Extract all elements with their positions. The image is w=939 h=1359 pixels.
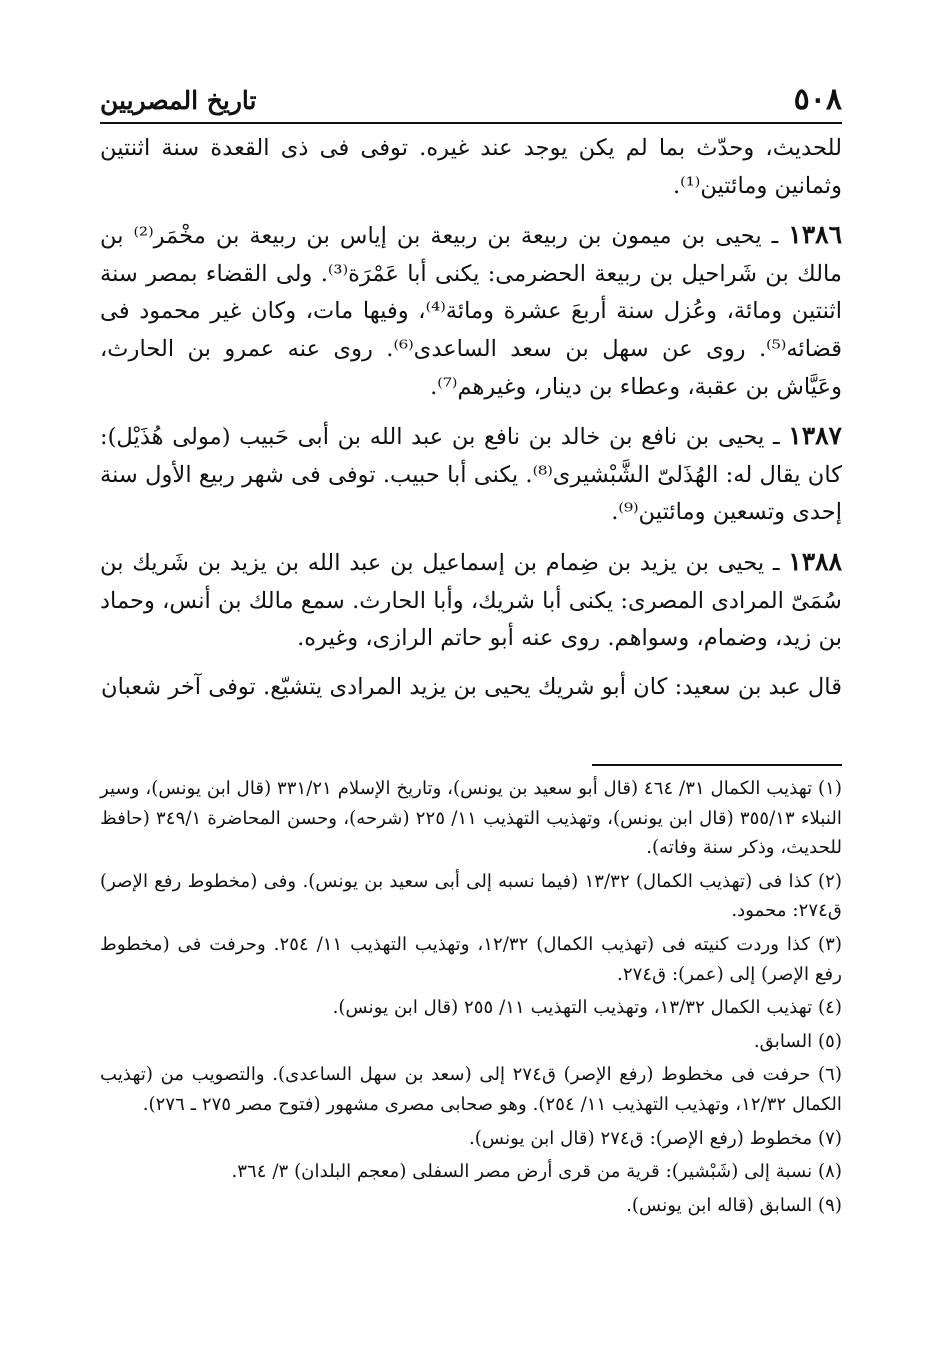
- entry-text: يحيى بن يزيد بن ضِمام بن إسماعيل بن عبد الله بن يزيد بن شَريك بن سُمَىّ المرادى المصرى: يكنى أبا شريك، وأبا الحارث. سمع مالك بن أنس، وحماد بن زيد، وضمام، وسواهم. روى عنه أبو حاتم الرازى، وغيره.: [100, 549, 842, 652]
- entry-1388: [100, 543, 842, 658]
- main-text: [100, 130, 842, 717]
- entry-dash: ـ: [764, 549, 780, 576]
- running-title: تاريخ المصريين: [100, 86, 257, 115]
- page-header: [100, 82, 842, 124]
- footnote-divider: [592, 764, 842, 766]
- footnote-8: (٨) نسبة إلى (شَبْشير): قرية من قرى أرض مصر السفلى (معجم البلدان) ٣/ ٣٦٤.: [231, 1161, 842, 1183]
- entry-text: يحيى بن ميمون بن ربيعة بن ربيعة بن إياس بن ربيعة بن مخْمَر⁽²⁾ بن مالك بن شَراحيل بن ربيعة الحضرمى: يكنى أبا عَمْرَة⁽³⁾. ولى القضاء بمصر سنة اثنتين ومائة، وعُزل سنة أربعَ عشرة ومائة⁽⁴⁾، وفيها مات، وكان غير محمود فى قضائه⁽⁵⁾. روى عن سهل بن سعد الساعدى⁽⁶⁾. روى عنه عمرو بن الحارث، وعَيَّاش بن عقبة، وعطاء بن دينار، وغيرهم⁽⁷⁾.: [100, 223, 842, 400]
- paragraph-continuation: للحديث، وحدّث بما لم يكن يوجد عند غيره. توفى فى ذى القعدة سنة اثنتين وثمانين ومائتين⁽¹⁾.: [100, 135, 842, 199]
- footnote-2: (٢) كذا فى (تهذيب الكمال) ١٣/٣٢ (فيما نسبه إلى أبى سعيد بن يونس). وفى (مخطوط رفع الإصر) ق٢٧٤: محمود.: [100, 870, 842, 922]
- footnote-5: (٥) السابق.: [753, 1030, 842, 1052]
- page-number: ٥٠٨: [793, 82, 842, 117]
- footnote-7: (٧) مخطوط (رفع الإصر): ق٢٧٤ (قال ابن يونس).: [469, 1127, 842, 1149]
- entry-number: ١٣٨٦: [788, 220, 842, 250]
- entry-1387: [100, 417, 842, 532]
- entry-number: ١٣٨٧: [788, 421, 842, 451]
- footnotes: [100, 774, 842, 1224]
- footnote-9: (٩) السابق (قاله ابن يونس).: [626, 1194, 842, 1216]
- footnote-6: (٦) حرفت فى مخطوط (رفع الإصر) ق٢٧٤ إلى (سعد بن سهل الساعدى). والتصويب من (تهذيب الكمال ١٢/٣٢، وتهذيب التهذيب ١١/ ٢٥٤). وهو صحابى مصرى مشهور (فتوح مصر ٢٧٥ ـ ٢٧٦).: [100, 1064, 843, 1115]
- footnote-1: (١) تهذيب الكمال ٣١/ ٤٦٤ (قال أبو سعيد بن يونس)، وتاريخ الإسلام ٣٣١/٢١ (قال ابن يونس)، وسير النبلاء ٣٥٥/١٣ (قال ابن يونس)، وتهذيب التهذيب ١١/ ٢٢٥ (شرحه)، وحسن المحاضرة ٣٤٩/١ (حافظ للحديث، وذكر سنة وفاته).: [100, 778, 842, 859]
- entry-dash: ـ: [764, 424, 780, 451]
- entry-1386: [100, 216, 842, 406]
- entry-dash: ـ: [761, 223, 779, 250]
- entry-text: يحيى بن نافع بن خالد بن نافع بن عبد الله بن أبى حَبيب (مولى هُذَيْل): كان يقال له: الهُذَلىّ الشَّبْشيرى⁽⁸⁾. يكنى أبا حبيب. توفى فى شهر ربيع الأول سنة إحدى وتسعين ومائتين⁽⁹⁾.: [100, 424, 842, 526]
- footnote-4: (٤) تهذيب الكمال ١٣/٣٢، وتهذيب التهذيب ١١/ ٢٥٥ (قال ابن يونس).: [332, 997, 842, 1019]
- entry-number: ١٣٨٨: [788, 546, 842, 576]
- footnote-3: (٣) كذا وردت كنيته فى (تهذيب الكمال) ١٢/٣٢، وتهذيب التهذيب ١١/ ٢٥٤. وحرفت فى (مخطوط رفع الإصر) إلى (عمر): ق٢٧٤.: [100, 933, 842, 985]
- paragraph-last: قال عبد بن سعيد: كان أبو شريك يحيى بن يزيد المرادى يتشيّع. توفى آخر شعبان: [101, 673, 842, 700]
